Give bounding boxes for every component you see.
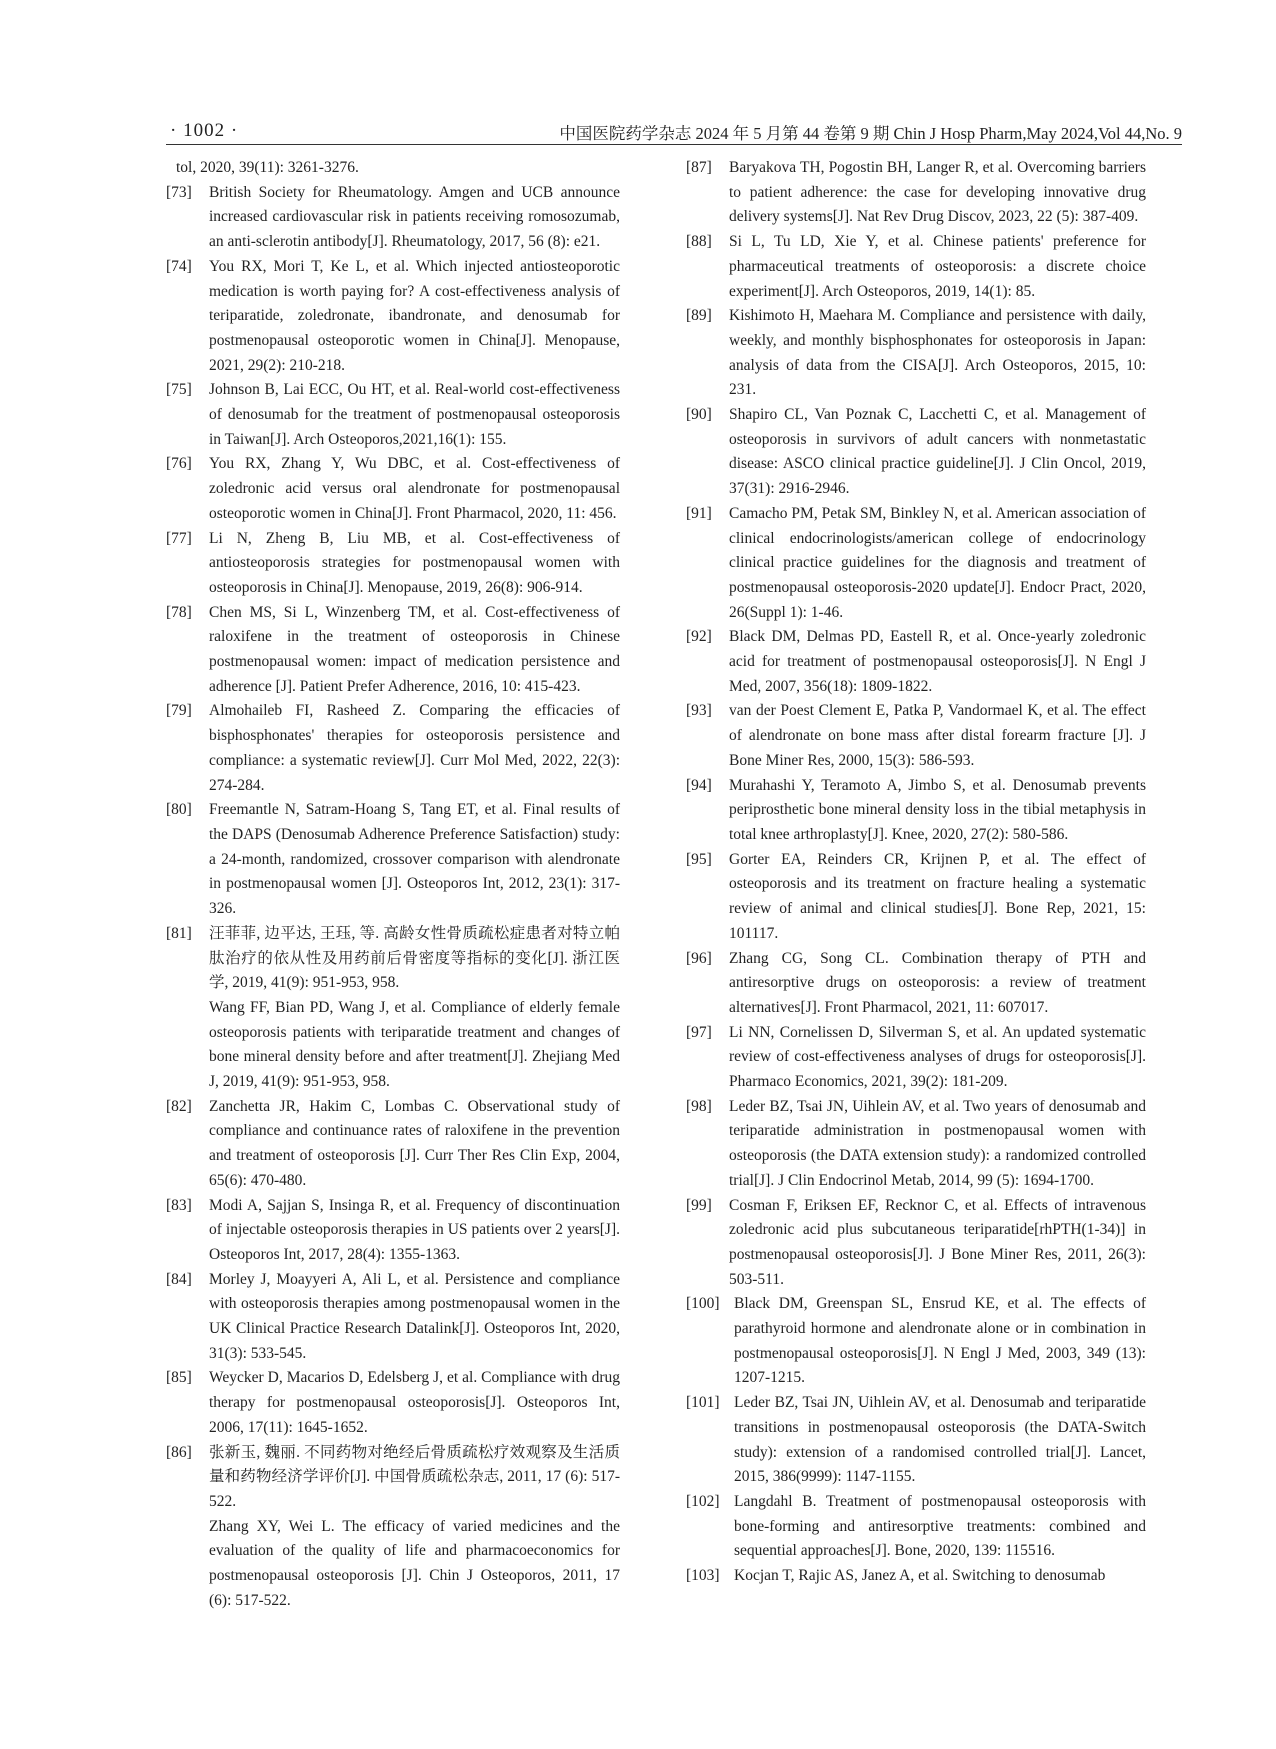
- reference-item: [166, 527, 620, 601]
- reference-item: [686, 1194, 1146, 1293]
- reference-number: [84]: [166, 1270, 192, 1288]
- reference-text: Black DM, Greenspan SL, Ensrud KE, et al. The effects of parathyroid hormone and alendronate alone or in combination in postmenopausal osteoporosis[J]. N Engl J Med, 2003, 349 (13): 1207-1215.: [734, 1295, 1146, 1387]
- reference-number: [79]: [166, 702, 192, 720]
- reference-number: [76]: [166, 455, 192, 473]
- reference-text: You RX, Mori T, Ke L, et al. Which injected antiosteoporotic medication is worth paying for? A cost-effectiveness analysis of teriparatide, zoledronate, ibandronate, and denosumab for postmenopausal osteoporotic women in China[J]. Menopause, 2021, 29(2): 210-218.: [209, 257, 620, 374]
- reference-text: Morley J, Moayyeri A, Ali L, et al. Persistence and compliance with osteoporosis therapies among postmenopausal women in the UK Clinical Practice Research Datalink[J]. Osteoporos Int, 2020, 31(3): 533-545.: [209, 1270, 620, 1362]
- reference-number: [83]: [166, 1196, 192, 1214]
- reference-item: [166, 699, 620, 798]
- reference-number: [97]: [686, 1023, 712, 1041]
- reference-text: Camacho PM, Petak SM, Binkley N, et al. American association of clinical endocrinologists/american college of endocrinology clinical practice guidelines for the diagnosis and treatment of postmenopausal osteoporosis-2020 update[J]. Endocr Pract, 2020, 26(Suppl 1): 1-46.: [729, 504, 1146, 621]
- reference-number: [87]: [686, 159, 712, 176]
- reference-item: [166, 601, 620, 700]
- reference-item: [166, 181, 620, 255]
- reference-item: [166, 255, 620, 379]
- reference-item: [686, 1292, 1146, 1391]
- reference-item: [686, 848, 1146, 947]
- reference-text: Shapiro CL, Van Poznak C, Lacchetti C, et al. Management of osteoporosis in survivors of adult cancers with nonmetastatic disease: ASCO clinical practice guideline[J]. J Clin Oncol, 2019, 37(31): 2916-2946.: [729, 406, 1146, 498]
- reference-item: [166, 452, 620, 526]
- reference-number: [75]: [166, 381, 192, 399]
- reference-item: [686, 625, 1146, 699]
- reference-text: Langdahl B. Treatment of postmenopausal osteoporosis with bone-forming and antiresorptive treatments: combined and sequential approaches[J]. Bone, 2020, 139: 115516.: [734, 1492, 1146, 1560]
- reference-item: [686, 156, 1146, 230]
- reference-number: [90]: [686, 406, 712, 424]
- reference-item: [166, 1095, 620, 1194]
- reference-text: Almohaileb FI, Rasheed Z. Comparing the efficacies of bisphosphonates' therapies for osteoporosis persistence and compliance: a systematic review[J]. Curr Mol Med, 2022, 22(3): 274-284.: [209, 702, 620, 794]
- reference-text: Black DM, Delmas PD, Eastell R, et al. Once-yearly zoledronic acid for treatment of postmenopausal osteoporosis[J]. N Engl J Med, 2007, 356(18): 1809-1822.: [729, 628, 1146, 695]
- reference-number: [99]: [686, 1196, 712, 1214]
- reference-text: van der Poest Clement E, Patka P, Vandormael K, et al. The effect of alendronate on bone mass after distal forearm fracture [J]. J Bone Miner Res, 2000, 15(3): 586-593.: [729, 702, 1146, 769]
- reference-translation: Wang FF, Bian PD, Wang J, et al. Compliance of elderly female osteoporosis patients with teriparatide treatment and changes of bone mineral density before and after treatment[J]. Zhejiang Med J, 2019, 41(9): 951-953, 958.: [209, 998, 620, 1091]
- reference-text: Zanchetta JR, Hakim C, Lombas C. Observational study of compliance and continuance rates of raloxifene in the prevention and treatment of osteoporosis [J]. Curr Ther Res Clin Exp, 2004, 65(6): 470-480.: [209, 1097, 620, 1189]
- reference-item: [686, 1021, 1146, 1095]
- reference-item: [166, 378, 620, 452]
- reference-number: [98]: [686, 1097, 712, 1115]
- reference-number: [92]: [686, 628, 712, 646]
- reference-item: [166, 922, 620, 1095]
- reference-number: [82]: [166, 1097, 192, 1115]
- reference-text: You RX, Zhang Y, Wu DBC, et al. Cost-effectiveness of zoledronic acid versus oral alendronate for postmenopausal osteoporotic women in China[J]. Front Pharmacol, 2020, 11: 456.: [209, 455, 620, 522]
- reference-text: Freemantle N, Satram-Hoang S, Tang ET, et al. Final results of the DAPS (Denosumab Adherence Preference Satisfaction) study: a 24-month, randomized, crossover comparison with alendronate in postmenopausal women [J]. Osteoporos Int, 2012, 23(1): 317-326.: [209, 801, 620, 918]
- reference-item: [686, 1490, 1146, 1564]
- reference-item: [686, 774, 1146, 848]
- reference-text: Leder BZ, Tsai JN, Uihlein AV, et al. Two years of denosumab and teriparatide administration in postmenopausal women with osteoporosis (the DATA extension study): a randomized controlled trial[J]. J Clin Endocrinol Metab, 2014, 99 (5): 1694-1700.: [729, 1097, 1146, 1189]
- reference-number: [88]: [686, 233, 712, 251]
- reference-text: 张新玉, 魏丽. 不同药物对绝经后骨质疏松疗效观察及生活质量和药物经济学评价[J]. 中国骨质疏松杂志, 2011, 17 (6): 517-522.: [209, 1443, 620, 1510]
- reference-number: [77]: [166, 529, 192, 547]
- reference-item: [166, 1194, 620, 1268]
- reference-item: [166, 1366, 620, 1440]
- reference-item: [686, 230, 1146, 304]
- reference-number: [81]: [166, 924, 192, 942]
- reference-text: Weycker D, Macarios D, Edelsberg J, et al. Compliance with drug therapy for postmenopausal osteoporosis[J]. Osteoporos Int, 2006, 17(11): 1645-1652.: [209, 1369, 620, 1436]
- reference-translation: Zhang XY, Wei L. The efficacy of varied medicines and the evaluation of the quality of life and pharmacoeconomics for postmenopausal osteoporosis [J]. Chin J Osteoporos, 2011, 17 (6): 517-522.: [209, 1517, 620, 1609]
- reference-text: Cosman F, Eriksen EF, Recknor C, et al. Effects of intravenous zoledronic acid plus subcutaneous teriparatide[rhPTH(1-34)] in postmenopausal osteoporosis[J]. J Bone Miner Res, 2011, 26(3): 503-511.: [729, 1196, 1146, 1288]
- reference-number: [96]: [686, 949, 712, 967]
- reference-number: [101]: [686, 1394, 720, 1412]
- reference-text: Kocjan T, Rajic AS, Janez A, et al. Switching to denosumab: [734, 1567, 1106, 1585]
- reference-text: 汪菲菲, 边平达, 王珏, 等. 高龄女性骨质疏松症患者对特立帕肽治疗的依从性及用药前后骨密度等指标的变化[J]. 浙江医学, 2019, 41(9): 951-953, 958.: [209, 924, 620, 992]
- reference-text: Si L, Tu LD, Xie Y, et al. Chinese patients' preference for pharmaceutical treatments of osteoporosis: a discrete choice experiment[J]. Arch Osteoporos, 2019, 14(1): 85.: [729, 233, 1146, 300]
- reference-text: Zhang CG, Song CL. Combination therapy of PTH and antiresorptive drugs on osteoporosis: a review of treatment alternatives[J]. Front Pharmacol, 2021, 11: 607017.: [729, 949, 1146, 1016]
- reference-item: [686, 1564, 1146, 1589]
- page-number: · 1002 ·: [170, 120, 239, 141]
- reference-number: [91]: [686, 504, 712, 522]
- reference-number: [103]: [686, 1567, 720, 1585]
- reference-item: [686, 1095, 1146, 1194]
- reference-text: Johnson B, Lai ECC, Ou HT, et al. Real-world cost-effectiveness of denosumab for the treatment of postmenopausal osteoporosis in Taiwan[J]. Arch Osteoporos,2021,16(1): 155.: [209, 381, 620, 448]
- reference-text: Li NN, Cornelissen D, Silverman S, et al. An updated systematic review of cost-effectiveness analyses of drugs for osteoporosis[J]. Pharmaco Economics, 2021, 39(2): 181-209.: [729, 1023, 1146, 1091]
- reference-item: [166, 1441, 620, 1614]
- left-column: [166, 156, 620, 1613]
- reference-text: Chen MS, Si L, Winzenberg TM, et al. Cost-effectiveness of raloxifene in the treatment of osteoporosis in Chinese postmenopausal women: impact of medication persistence and adherence [J]. Patient Prefer Adherence, 2016, 10: 415-423.: [209, 603, 620, 695]
- reference-number: [100]: [686, 1295, 720, 1313]
- reference-text: Li N, Zheng B, Liu MB, et al. Cost-effectiveness of antiosteoporosis strategies for postmenopausal women with osteoporosis in China[J]. Menopause, 2019, 26(8): 906-914.: [209, 529, 620, 596]
- reference-item: [686, 1391, 1146, 1490]
- reference-number: [94]: [686, 776, 712, 794]
- reference-text: British Society for Rheumatology. Amgen and UCB announce increased cardiovascular risk in patients receiving romosozumab, an anti-sclerotin antibody[J]. Rheumatology, 2017, 56 (8): e21.: [209, 183, 620, 251]
- reference-item: [686, 947, 1146, 1021]
- reference-number: [93]: [686, 702, 712, 720]
- reference-number: [78]: [166, 603, 192, 621]
- reference-number: [95]: [686, 850, 712, 868]
- reference-text: Modi A, Sajjan S, Insinga R, et al. Frequency of discontinuation of injectable osteoporosis therapies in US patients over 2 years[J]. Osteoporos Int, 2017, 28(4): 1355-1363.: [209, 1196, 620, 1263]
- reference-item: [166, 798, 620, 922]
- reference-item: [686, 304, 1146, 403]
- reference-item: [166, 156, 620, 181]
- reference-number: [89]: [686, 307, 712, 325]
- reference-item: [686, 502, 1146, 626]
- reference-text: Murahashi Y, Teramoto A, Jimbo S, et al. Denosumab prevents periprosthetic bone mineral density loss in the tibial metaphysis in total knee arthroplasty[J]. Knee, 2020, 27(2): 580-586.: [729, 776, 1146, 843]
- reference-number: [86]: [166, 1443, 192, 1461]
- reference-number: [102]: [686, 1492, 720, 1510]
- reference-item: [166, 1268, 620, 1367]
- right-column: [686, 156, 1146, 1589]
- reference-text: Gorter EA, Reinders CR, Krijnen P, et al. The effect of osteoporosis and its treatment on fracture healing a systematic review of animal and clinical studies[J]. Bone Rep, 2021, 15: 101117.: [729, 850, 1146, 942]
- journal-title: 中国医院药学杂志 2024 年 5 月第 44 卷第 9 期 Chin J Hosp Pharm,May 2024,Vol 44,No. 9: [559, 124, 1182, 143]
- reference-item: [686, 403, 1146, 502]
- reference-text: Baryakova TH, Pogostin BH, Langer R, et al. Overcoming barriers to patient adherence: the case for developing innovative drug delivery systems[J]. Nat Rev Drug Discov, 2023, 22 (5): 387-409.: [729, 159, 1146, 226]
- reference-text: Leder BZ, Tsai JN, Uihlein AV, et al. Denosumab and teriparatide transitions in postmenopausal osteoporosis (the DATA-Switch study): extension of a randomised controlled trial[J]. Lancet, 2015, 386(9999): 1147-1155.: [734, 1394, 1146, 1486]
- reference-number: [74]: [166, 257, 192, 275]
- reference-text: tol, 2020, 39(11): 3261-3276.: [176, 159, 359, 176]
- page-header: [166, 120, 1182, 145]
- reference-number: [73]: [166, 183, 192, 201]
- reference-number: [85]: [166, 1369, 192, 1387]
- reference-item: [686, 699, 1146, 773]
- reference-number: [80]: [166, 801, 192, 819]
- reference-text: Kishimoto H, Maehara M. Compliance and persistence with daily, weekly, and monthly bisphosphonates for osteoporosis in Japan: analysis of data from the CISA[J]. Arch Osteoporos, 2015, 10: 231.: [729, 307, 1146, 399]
